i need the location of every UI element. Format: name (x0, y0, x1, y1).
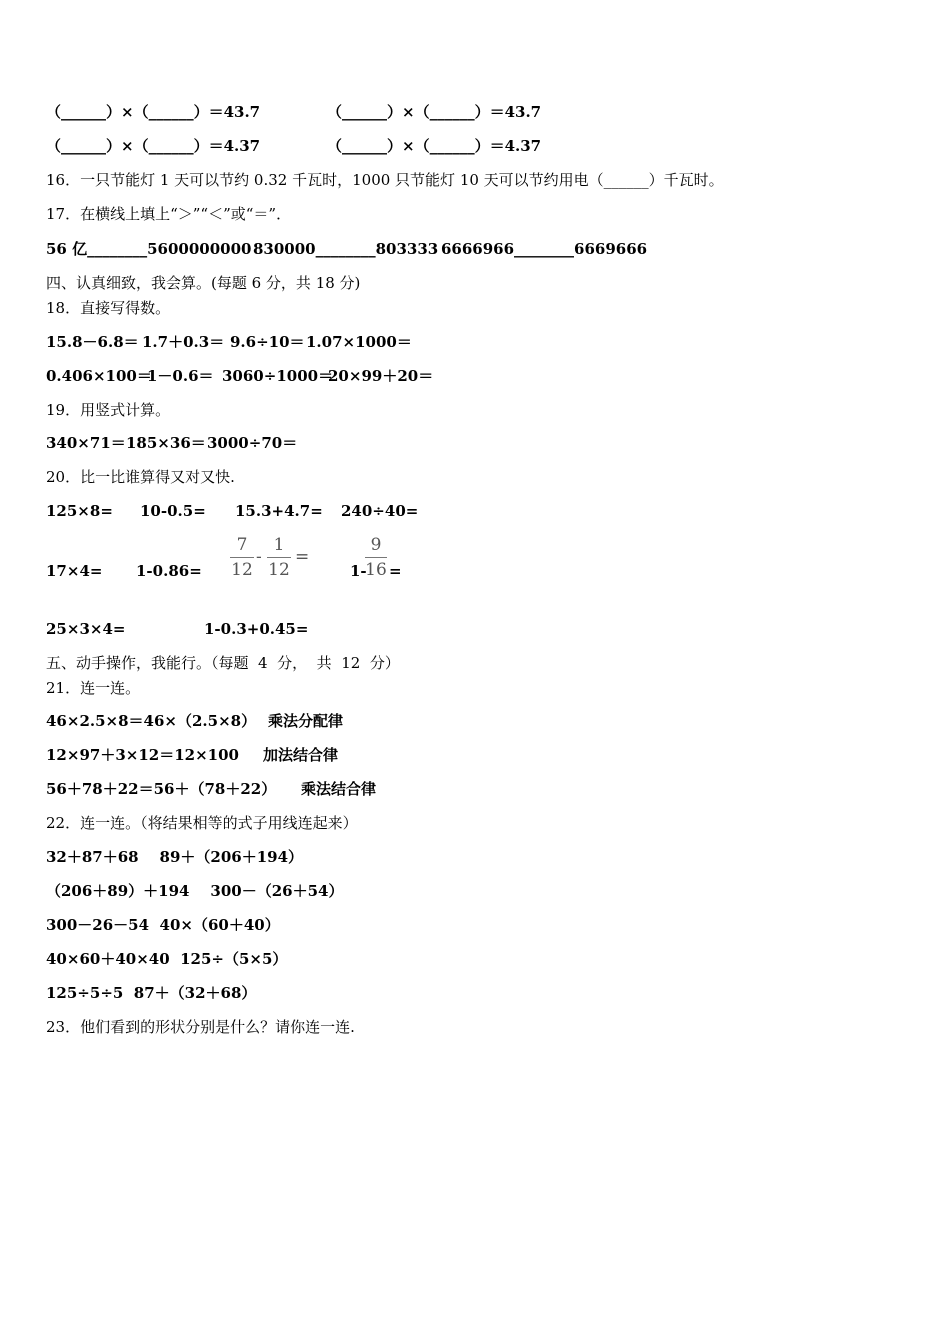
question-21-prompt: 21．连一连。 (46, 679, 141, 697)
mult-row-2-left: （______）×（______）＝4.37 (46, 137, 261, 155)
q18-row1-item-4: 1.07×1000＝ (306, 333, 412, 351)
q21-expr-1: 46×2.5×8＝46×（2.5×8） (46, 712, 257, 730)
q21-law-3: 乘法结合律 (301, 780, 377, 798)
question-19-prompt: 19．用竖式计算。 (46, 401, 171, 419)
q19-item-2: 185×36＝ (126, 434, 206, 452)
question-16: 16．一只节能灯 1 天可以节约 0.32 千瓦时，1000 只节能灯 10 天可以节约用电（______）千瓦时。 (46, 171, 724, 189)
q20-row1-item-2: 10-0.5= (140, 502, 206, 520)
q18-row2-item-3: 3060÷1000＝ (222, 367, 334, 385)
question-22-prompt: 22．连一连。（将结果相等的式子用线连起来） (46, 814, 358, 832)
fraction-denominator: 16 (365, 560, 387, 580)
q18-row1-item-2: 1.7＋0.3＝ (142, 333, 225, 351)
q18-row2-item-1: 0.406×100＝ (46, 367, 152, 385)
q20-row3-item-1: 25×3×4= (46, 620, 126, 638)
equals-sign: = (389, 562, 402, 580)
q20-row2-item-2: 1-0.86= (136, 562, 202, 580)
fraction-bar (230, 557, 254, 558)
equals-sign: = (295, 547, 310, 567)
fraction-9-16 (365, 535, 387, 580)
q17-item-2: 830000________803333 (253, 240, 439, 258)
q18-row2-item-4: 20×99＋20＝ (328, 367, 434, 385)
q17-item-3: 6666966________6669666 (441, 240, 648, 258)
fraction-numerator: 7 (236, 535, 248, 555)
q20-row1-item-3: 15.3+4.7= (235, 502, 323, 520)
fraction-denominator: 12 (231, 560, 253, 580)
q19-item-3: 3000÷70＝ (207, 434, 298, 452)
q21-law-2: 加法结合律 (263, 746, 339, 764)
section-4-heading: 四、认真细致，我会算。(每题 6 分，共 18 分) (46, 274, 361, 292)
q21-expr-3: 56＋78＋22＝56＋（78＋22） (46, 780, 277, 798)
q20-row1-item-4: 240÷40= (341, 502, 419, 520)
q17-item-1: 56 亿________5600000000 (46, 240, 252, 258)
q22-row-5: 125÷5÷5 87＋（32＋68） (46, 984, 257, 1002)
section-5-heading: 五、动手操作，我能行。（每题 4 分， 共 12 分） (46, 654, 400, 672)
q18-row1-item-3: 9.6÷10＝ (230, 333, 305, 351)
q20-one-minus: 1- (350, 562, 367, 580)
mult-row-2-right: （______）×（______）＝4.37 (327, 137, 542, 155)
fraction-numerator: 9 (370, 535, 382, 555)
q20-row1-item-1: 125×8= (46, 502, 113, 520)
q20-row3-item-2: 1-0.3+0.45= (204, 620, 309, 638)
question-20-prompt: 20．比一比谁算得又对又快. (46, 468, 235, 486)
fraction-1-12 (267, 535, 291, 580)
q18-row2-item-2: 1－0.6＝ (147, 367, 214, 385)
question-17-prompt: 17．在横线上填上“＞”“＜”或“＝”． (46, 205, 292, 223)
minus-sign: - (256, 547, 262, 567)
fraction-bar (365, 557, 387, 558)
q21-law-1: 乘法分配律 (268, 712, 344, 730)
fraction-denominator: 12 (268, 560, 290, 580)
question-18-prompt: 18．直接写得数。 (46, 299, 171, 317)
fraction-bar (267, 557, 291, 558)
q19-item-1: 340×71＝ (46, 434, 126, 452)
fraction-numerator: 1 (273, 535, 285, 555)
fraction-7-12 (230, 535, 254, 580)
q22-row-4: 40×60＋40×40 125÷（5×5） (46, 950, 288, 968)
question-23: 23．他们看到的形状分别是什么？请你连一连. (46, 1018, 355, 1036)
q20-row2-item-1: 17×4= (46, 562, 103, 580)
q22-row-3: 300－26－54 40×（60＋40） (46, 916, 280, 934)
q18-row1-item-1: 15.8－6.8＝ (46, 333, 139, 351)
q22-row-2: （206＋89）＋194 300－（26＋54） (46, 882, 344, 900)
mult-row-1-left: （______）×（______）＝43.7 (46, 103, 261, 121)
q22-row-1: 32＋87＋68 89＋（206＋194） (46, 848, 304, 866)
mult-row-1-right: （______）×（______）＝43.7 (327, 103, 542, 121)
q21-expr-2: 12×97＋3×12＝12×100 (46, 746, 239, 764)
